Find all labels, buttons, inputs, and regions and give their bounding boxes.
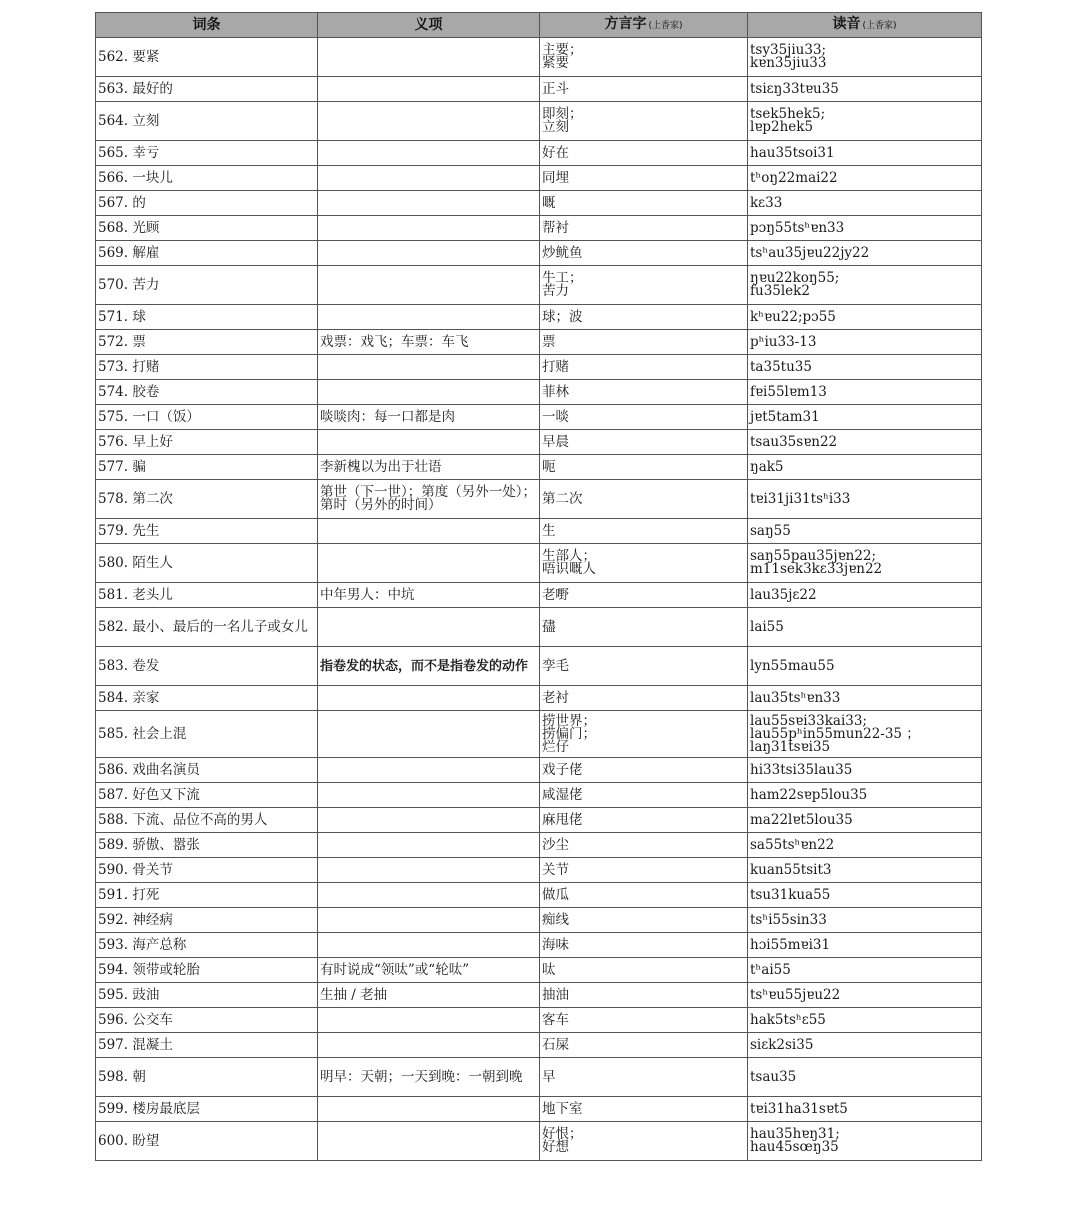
cell-meaning xyxy=(318,216,540,241)
cell-term: 584. 亲家 xyxy=(96,686,318,711)
table-row xyxy=(96,833,982,858)
table-row xyxy=(96,38,982,77)
cell-meaning: 啖啖肉：每一口都是肉 xyxy=(318,405,540,430)
cell-term: 580. 陌生人 xyxy=(96,544,318,583)
cell-reading: tsau35sɐn22 xyxy=(748,430,982,455)
cell-term: 593. 海产总称 xyxy=(96,933,318,958)
cell-reading: siɛk2si35 xyxy=(748,1033,982,1058)
table-row xyxy=(96,455,982,480)
cell-dialect: 孻 xyxy=(540,608,748,647)
cell-dialect: 地下室 xyxy=(540,1097,748,1122)
table-row xyxy=(96,983,982,1008)
cell-reading: tsʰau35jɐu22jy22 xyxy=(748,241,982,266)
cell-dialect: 海味 xyxy=(540,933,748,958)
cell-dialect: 早 xyxy=(540,1058,748,1097)
cell-dialect: 戏子佬 xyxy=(540,758,748,783)
cell-dialect: 帮衬 xyxy=(540,216,748,241)
cell-dialect: 同埋 xyxy=(540,166,748,191)
table-row xyxy=(96,166,982,191)
table-row xyxy=(96,933,982,958)
cell-reading: tsʰi55sin33 xyxy=(748,908,982,933)
cell-reading: tsiɛŋ33tɐu35 xyxy=(748,77,982,102)
cell-term: 572. 票 xyxy=(96,330,318,355)
cell-reading: ŋak5 xyxy=(748,455,982,480)
table-row xyxy=(96,958,982,983)
cell-term: 590. 骨关节 xyxy=(96,858,318,883)
cell-meaning xyxy=(318,141,540,166)
table-row xyxy=(96,908,982,933)
cell-reading: sa55tsʰɐn22 xyxy=(748,833,982,858)
cell-reading: kuan55tsit3 xyxy=(748,858,982,883)
cell-reading: jɐt5tam31 xyxy=(748,405,982,430)
cell-meaning xyxy=(318,102,540,141)
cell-dialect: 老衬 xyxy=(540,686,748,711)
cell-meaning xyxy=(318,883,540,908)
cell-reading: lai55 xyxy=(748,608,982,647)
cell-reading: ŋɐu22koŋ55; fu35lek2 xyxy=(748,266,982,305)
cell-reading: saŋ55pau35jɐn22; m11sek3kɛ33jɐn22 xyxy=(748,544,982,583)
cell-meaning xyxy=(318,808,540,833)
cell-dialect: 沙尘 xyxy=(540,833,748,858)
cell-meaning xyxy=(318,519,540,544)
cell-dialect: 即刻； 立刻 xyxy=(540,102,748,141)
cell-meaning xyxy=(318,1033,540,1058)
cell-dialect: 麻甩佬 xyxy=(540,808,748,833)
header-reading: 读音 (上香家) xyxy=(748,13,982,38)
cell-dialect: 捞世界； 捞偏门； 烂仔 xyxy=(540,711,748,758)
cell-reading: kʰɐu22;pɔ55 xyxy=(748,305,982,330)
table-row xyxy=(96,608,982,647)
cell-meaning: 李新槐以为出于壮语 xyxy=(318,455,540,480)
cell-meaning xyxy=(318,711,540,758)
cell-reading: ham22sɐp5lou35 xyxy=(748,783,982,808)
cell-term: 594. 领带或轮胎 xyxy=(96,958,318,983)
cell-term: 588. 下流、品位不高的男人 xyxy=(96,808,318,833)
table-row xyxy=(96,1097,982,1122)
vocabulary-page xyxy=(95,12,981,1161)
cell-reading: saŋ55 xyxy=(748,519,982,544)
cell-dialect: 客车 xyxy=(540,1008,748,1033)
cell-dialect: 球；波 xyxy=(540,305,748,330)
cell-term: 574. 胶卷 xyxy=(96,380,318,405)
cell-dialect: 主要； 紧要 xyxy=(540,38,748,77)
cell-dialect: 好恨； 好想 xyxy=(540,1122,748,1161)
cell-term: 570. 苦力 xyxy=(96,266,318,305)
cell-term: 577. 骗 xyxy=(96,455,318,480)
cell-meaning xyxy=(318,858,540,883)
cell-dialect: 石屎 xyxy=(540,1033,748,1058)
table-row xyxy=(96,711,982,758)
cell-meaning xyxy=(318,430,540,455)
header-dialect-note: (上香家) xyxy=(648,21,683,31)
cell-term: 566. 一块儿 xyxy=(96,166,318,191)
cell-reading: pɔŋ55tsʰɐn33 xyxy=(748,216,982,241)
table-row xyxy=(96,241,982,266)
table-row xyxy=(96,1058,982,1097)
cell-term: 591. 打死 xyxy=(96,883,318,908)
cell-meaning xyxy=(318,908,540,933)
table-header-row xyxy=(96,13,982,38)
cell-term: 576. 早上好 xyxy=(96,430,318,455)
cell-dialect: 生部人； 唔识嘅人 xyxy=(540,544,748,583)
cell-term: 569. 解雇 xyxy=(96,241,318,266)
table-row xyxy=(96,266,982,305)
cell-term: 571. 球 xyxy=(96,305,318,330)
cell-term: 581. 老头儿 xyxy=(96,583,318,608)
cell-dialect: 票 xyxy=(540,330,748,355)
cell-term: 595. 豉油 xyxy=(96,983,318,1008)
table-row xyxy=(96,480,982,519)
cell-dialect: 生 xyxy=(540,519,748,544)
cell-reading: hɔi55mɐi31 xyxy=(748,933,982,958)
cell-meaning: 第世（下一世）；第度（另外一处）；第时（另外的时间） xyxy=(318,480,540,519)
cell-term: 567. 的 xyxy=(96,191,318,216)
cell-reading: hi33tsi35lau35 xyxy=(748,758,982,783)
cell-term: 598. 朝 xyxy=(96,1058,318,1097)
table-row xyxy=(96,355,982,380)
header-reading-note: (上香家) xyxy=(862,21,897,31)
cell-reading: lyn55mau55 xyxy=(748,647,982,686)
table-row xyxy=(96,758,982,783)
table-row xyxy=(96,380,982,405)
cell-meaning xyxy=(318,380,540,405)
cell-meaning: 明早：天朝；一天到晚：一朝到晚 xyxy=(318,1058,540,1097)
cell-meaning xyxy=(318,686,540,711)
cell-meaning: 生抽 / 老抽 xyxy=(318,983,540,1008)
cell-term: 565. 幸亏 xyxy=(96,141,318,166)
cell-meaning xyxy=(318,77,540,102)
table-row xyxy=(96,686,982,711)
cell-reading: ta35tu35 xyxy=(748,355,982,380)
cell-term: 597. 混凝土 xyxy=(96,1033,318,1058)
cell-reading: tsek5hek5; lɐp2hek5 xyxy=(748,102,982,141)
cell-dialect: 早晨 xyxy=(540,430,748,455)
cell-dialect: 孪毛 xyxy=(540,647,748,686)
cell-reading: tɐi31ha31sɐt5 xyxy=(748,1097,982,1122)
cell-meaning: 戏票：戏飞；车票：车飞 xyxy=(318,330,540,355)
cell-term: 564. 立刻 xyxy=(96,102,318,141)
table-row xyxy=(96,1033,982,1058)
cell-term: 589. 骄傲、嚣张 xyxy=(96,833,318,858)
cell-meaning xyxy=(318,1008,540,1033)
table-row xyxy=(96,1008,982,1033)
cell-meaning xyxy=(318,266,540,305)
cell-reading: fɐi55lɐm13 xyxy=(748,380,982,405)
table-row xyxy=(96,141,982,166)
cell-reading: tsau35 xyxy=(748,1058,982,1097)
cell-reading: lau35jɛ22 xyxy=(748,583,982,608)
cell-term: 573. 打赌 xyxy=(96,355,318,380)
cell-meaning xyxy=(318,1097,540,1122)
vocabulary-table xyxy=(95,12,982,1161)
table-row xyxy=(96,647,982,686)
cell-reading: hau35tsoi31 xyxy=(748,141,982,166)
cell-reading: tsu31kua55 xyxy=(748,883,982,908)
cell-reading: tsʰɐu55jɐu22 xyxy=(748,983,982,1008)
cell-reading: tʰai55 xyxy=(748,958,982,983)
cell-reading: pʰiu33-13 xyxy=(748,330,982,355)
cell-meaning xyxy=(318,38,540,77)
cell-term: 582. 最小、最后的一名儿子或女儿 xyxy=(96,608,318,647)
cell-meaning xyxy=(318,1122,540,1161)
cell-term: 583. 卷发 xyxy=(96,647,318,686)
header-dialect: 方言字 (上香家) xyxy=(540,13,748,38)
cell-term: 578. 第二次 xyxy=(96,480,318,519)
cell-meaning xyxy=(318,758,540,783)
table-row xyxy=(96,305,982,330)
cell-meaning xyxy=(318,305,540,330)
table-row xyxy=(96,102,982,141)
table-row xyxy=(96,330,982,355)
cell-meaning: 指卷发的状态，而不是指卷发的动作 xyxy=(318,647,540,686)
table-row xyxy=(96,858,982,883)
cell-meaning xyxy=(318,355,540,380)
cell-meaning xyxy=(318,783,540,808)
table-row xyxy=(96,430,982,455)
cell-reading: lau55sɐi33kai33; lau55pʰin55mun22-35 ； laŋ31tsɐi35 xyxy=(748,711,982,758)
cell-meaning xyxy=(318,608,540,647)
cell-term: 600. 盼望 xyxy=(96,1122,318,1161)
header-meaning: 义项 xyxy=(318,13,540,38)
cell-term: 563. 最好的 xyxy=(96,77,318,102)
cell-dialect: 老嘢 xyxy=(540,583,748,608)
cell-reading: ma22lɐt5lou35 xyxy=(748,808,982,833)
table-row xyxy=(96,544,982,583)
cell-reading: tsy35jiu33; kɐn35jiu33 xyxy=(748,38,982,77)
cell-term: 585. 社会上混 xyxy=(96,711,318,758)
cell-meaning xyxy=(318,241,540,266)
cell-dialect: 关节 xyxy=(540,858,748,883)
cell-dialect: 正斗 xyxy=(540,77,748,102)
cell-reading: tʰoŋ22mai22 xyxy=(748,166,982,191)
cell-meaning xyxy=(318,166,540,191)
cell-meaning: 有时说成“领呔”或“轮呔” xyxy=(318,958,540,983)
table-row xyxy=(96,583,982,608)
cell-dialect: 炒鱿鱼 xyxy=(540,241,748,266)
cell-term: 568. 光顾 xyxy=(96,216,318,241)
cell-reading: hau35hɐŋ31; hau45sœŋ35 xyxy=(748,1122,982,1161)
cell-reading: lau35tsʰɐn33 xyxy=(748,686,982,711)
table-row xyxy=(96,808,982,833)
cell-dialect: 嘅 xyxy=(540,191,748,216)
cell-meaning xyxy=(318,191,540,216)
cell-dialect: 牛工； 苦力 xyxy=(540,266,748,305)
cell-reading: kɛ33 xyxy=(748,191,982,216)
cell-meaning xyxy=(318,833,540,858)
table-row xyxy=(96,783,982,808)
cell-dialect: 打赌 xyxy=(540,355,748,380)
table-row xyxy=(96,883,982,908)
table-row xyxy=(96,405,982,430)
cell-term: 586. 戏曲名演员 xyxy=(96,758,318,783)
cell-dialect: 痴线 xyxy=(540,908,748,933)
cell-dialect: 菲林 xyxy=(540,380,748,405)
header-term: 词条 xyxy=(96,13,318,38)
table-row xyxy=(96,519,982,544)
cell-reading: tɐi31ji31tsʰi33 xyxy=(748,480,982,519)
cell-term: 596. 公交车 xyxy=(96,1008,318,1033)
cell-dialect: 做瓜 xyxy=(540,883,748,908)
cell-dialect: 咸湿佬 xyxy=(540,783,748,808)
cell-reading: hak5tsʰɛ55 xyxy=(748,1008,982,1033)
cell-term: 579. 先生 xyxy=(96,519,318,544)
cell-term: 575. 一口（饭） xyxy=(96,405,318,430)
cell-term: 587. 好色又下流 xyxy=(96,783,318,808)
table-row xyxy=(96,77,982,102)
cell-dialect: 好在 xyxy=(540,141,748,166)
table-row xyxy=(96,191,982,216)
cell-term: 599. 楼房最底层 xyxy=(96,1097,318,1122)
cell-term: 562. 要紧 xyxy=(96,38,318,77)
cell-meaning xyxy=(318,544,540,583)
cell-meaning xyxy=(318,933,540,958)
cell-meaning: 中年男人：中坑 xyxy=(318,583,540,608)
cell-dialect: 呃 xyxy=(540,455,748,480)
table-row xyxy=(96,216,982,241)
cell-term: 592. 神经病 xyxy=(96,908,318,933)
cell-dialect: 一啖 xyxy=(540,405,748,430)
cell-dialect: 呔 xyxy=(540,958,748,983)
table-row xyxy=(96,1122,982,1161)
cell-dialect: 抽油 xyxy=(540,983,748,1008)
cell-dialect: 第二次 xyxy=(540,480,748,519)
